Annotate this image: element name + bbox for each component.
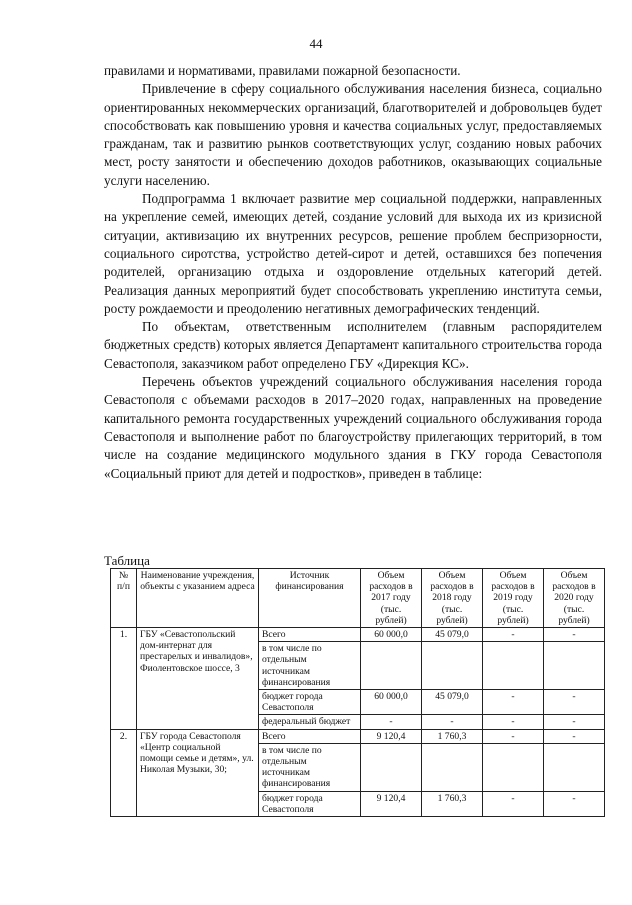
value-2019: - [483,690,544,715]
paragraph: Подпрограмма 1 включает развитие мер социальной поддержки, направленных на укрепление семей, имеющих детей, создание условий для выхода их из кризисной ситуации, активизацию их внутренних ресурсов, решение проблем беспризорности, социального сиротства, устройство детей-сирот и детей, оставшихся без попечения родителей, организацию отдыха и оздоровление отдельных категорий детей. Реализация данных мероприятий будет способствовать укреплению института семьи, росту рождаемости и преодолению негативных демографических тенденций. [104,191,602,316]
paragraph: правилами и нормативами, правилами пожарной безопасности. [104,63,461,78]
value-2017: 9 120,4 [361,729,422,743]
value-2020: - [544,729,605,743]
value-2017: - [361,715,422,729]
header-cell: № п/п [111,569,137,628]
value-2019: - [483,729,544,743]
value-2018: 45 079,0 [422,690,483,715]
body-text [104,62,602,483]
header-cell: Объем расходов в 2017 году (тыс. рублей) [361,569,422,628]
value-2019 [483,743,544,791]
value-2018: 1 760,3 [422,729,483,743]
value-2019: - [483,715,544,729]
expenditure-table [110,568,605,817]
header-cell: Объем расходов в 2019 году (тыс. рублей) [483,569,544,628]
value-2020: - [544,628,605,642]
funding-source: федеральный бюджет [259,715,361,729]
institution-name: ГБУ «Севастопольский дом-интернат для престарелых и инвалидов», Фиолентовское шоссе, 3 [137,628,259,730]
value-2019 [483,642,544,690]
funding-source: Всего [259,729,361,743]
institution-name: ГБУ города Севастополя «Центр социальной помощи семье и детям», ул. Николая Музыки, 30; [137,729,259,816]
header-cell: Объем расходов в 2018 году (тыс. рублей) [422,569,483,628]
value-2017: 60 000,0 [361,690,422,715]
value-2017: 9 120,4 [361,791,422,816]
header-cell: Наименование учреждения, объекты с указанием адреса [137,569,259,628]
value-2018: 1 760,3 [422,791,483,816]
funding-source: Всего [259,628,361,642]
value-2017: 60 000,0 [361,628,422,642]
value-2020 [544,642,605,690]
value-2019: - [483,791,544,816]
value-2020 [544,743,605,791]
header-cell: Источник финансирования [259,569,361,628]
value-2019: - [483,628,544,642]
paragraph: Перечень объектов учреждений социального обслуживания населения города Севастополя с объемами расходов в 2017–2020 годах, направленных на проведение капитального ремонта государственных учреждений социального обслуживания города Севастополя и выполнение работ по благоустройству прилегающих территорий, в том числе на создание медицинского модульного здания в ГКУ города Севастополя «Социальный приют для детей и подростков», приведен в таблице: [104,374,602,481]
value-2018: 45 079,0 [422,628,483,642]
table-caption: Таблица [104,553,150,568]
funding-source: бюджет города Севастополя [259,690,361,715]
funding-source: в том числе по отдельным источникам финансирования [259,743,361,791]
value-2020: - [544,690,605,715]
value-2017 [361,642,422,690]
page-number: 44 [309,36,323,51]
row-number: 2. [111,729,137,816]
table-header-row [111,569,605,628]
funding-source: в том числе по отдельным источникам финансирования [259,642,361,690]
value-2020: - [544,715,605,729]
value-2018 [422,642,483,690]
funding-source: бюджет города Севастополя [259,791,361,816]
table-row [111,628,605,642]
value-2017 [361,743,422,791]
value-2018: - [422,715,483,729]
paragraph: Привлечение в сферу социального обслуживания населения бизнеса, социально ориентированных некоммерческих организаций, благотворителей и добровольцев будет способствовать как повышению уровня и качества социальных услуг, предоставляемых гражданам, так и развитию рынков соответствующих услуг, созданию новых рабочих мест, росту занятости и обеспечению доходов работников, оказывающих социальные услуги населению. [104,81,602,188]
table-row [111,729,605,743]
value-2020: - [544,791,605,816]
row-number: 1. [111,628,137,730]
value-2018 [422,743,483,791]
paragraph: По объектам, ответственным исполнителем (главным распорядителем бюджетных средств) которых является Департамент капитального строительства города Севастополя, заказчиком работ определено ГБУ «Дирекция КС». [104,319,602,371]
header-cell: Объем расходов в 2020 году (тыс. рублей) [544,569,605,628]
